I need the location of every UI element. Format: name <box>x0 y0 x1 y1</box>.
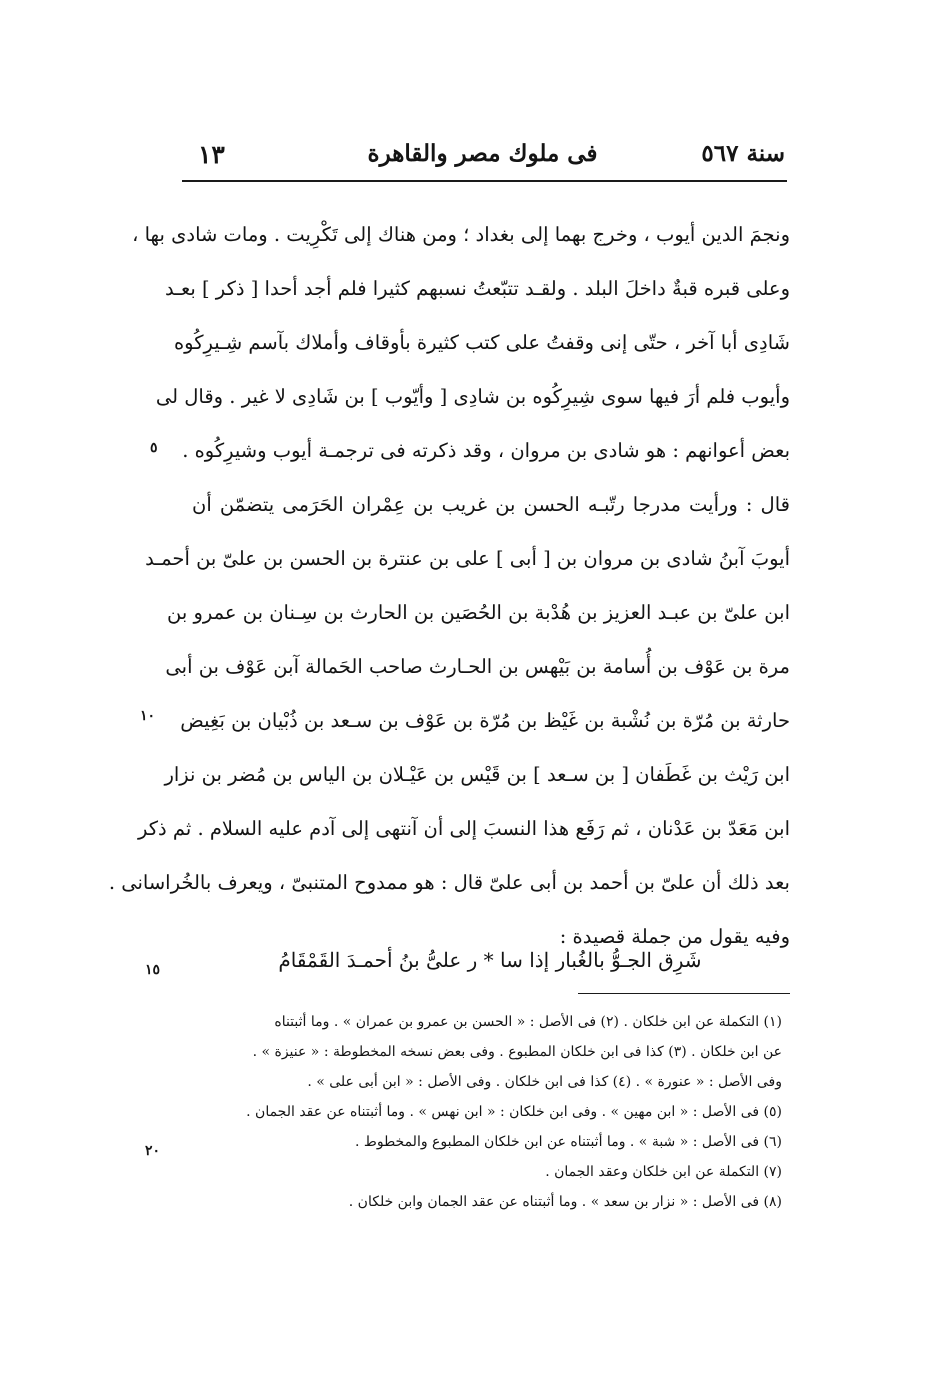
footnote-line: (٥) فى الأصل : « ابن مهين » . وفى ابن خلكان : « ابن نهس » . وما أثبتناه عن عقد الجمان . <box>246 1104 782 1120</box>
footnote-rule <box>578 993 790 994</box>
footnote-line: عن ابن خلكان . (٣) كذا فى ابن خلكان المطبوع . وفى بعض نسخه المخطوطة : « عنيزة » . <box>252 1044 782 1060</box>
text-line: بعض أعوانهم : هو شادى بن مروان ، وقد ذكرته فى ترجمـة أيوب وشيرِكُوه . <box>182 439 790 462</box>
text-line: ابن مَعَدّ بن عَدْنان ، ثم رَفَع هذا النسبَ إلى أن آنتهى إلى آدم عليه السلام . ثم ذكر <box>137 817 790 840</box>
header-rule <box>182 180 787 182</box>
text-line: وعلى قبره قبةٌ داخلَ البلد . ولقـد تتبّعتُ نسبهم كثيرا فلم أجد أحدا [ ذكر ] بعـد <box>165 277 790 300</box>
text-line: بعد ذلك أن علىّ بن أحمد بن أبى علىّ قال : هو ممدوح المتنبىّ ، ويعرف بالخُراسانى . <box>108 871 790 894</box>
page-header <box>180 140 785 176</box>
footnote-line: (٨) فى الأصل : « نزار بن سعد » . وما أثبتناه عن عقد الجمان وابن خلكان . <box>348 1194 782 1210</box>
line-marker-5: ٥ <box>150 440 158 456</box>
footnotes <box>200 1007 782 1217</box>
text-line: مرة بن عَوْف بن أُسامة بن بَيْهس بن الحـارث صاحب الحَمالة آبن عَوْف بن أبى <box>165 655 790 678</box>
header-year: سنة ٥٦٧ <box>701 140 785 167</box>
poem-verse: شَرِق الجـوُّ بالغُبار إذا سا * ر علىُّ بنُ أحمـدَ القَمْقَامُ <box>278 948 702 972</box>
text-line: وأيوب فلم أرَ فيها سوى شِيرِكُوه بن شادِى [ وأيّوب ] بن شَادِى لا غير . وقال لى <box>155 385 790 408</box>
line-marker-15: ١٥ <box>145 962 161 978</box>
text-line: شَادِى أبا آخر ، حتّى إنى وقفتُ على كتب كثيرة بأوقاف وأملاك بآسم شِـيرِكُوه <box>173 331 790 354</box>
text-line: ونجمَ الدين أيوب ، وخرج بهما إلى بغداد ؛ ومن هناك إلى تَكْرِيت . ومات شادى بها ، <box>132 223 790 246</box>
footnote-line: (١) التكملة عن ابن خلكان . (٢) فى الأصل : « الحسن بن عمرو بن عمران » . وما أثبتناه <box>274 1014 782 1030</box>
line-marker-20: ٢٠ <box>145 1143 161 1159</box>
footnote-line: (٦) فى الأصل : « شبة » . وما أثبتناه عن ابن خلكان المطبوع والمخطوط . <box>354 1134 782 1150</box>
text-line: حارثة بن مُرّة بن نُشْبة بن غَيْظ بن مُرّة بن عَوْف بن سـعد بن ذُبْيان بن بَغِيض <box>180 709 790 732</box>
text-line: وفيه يقول من جملة قصيدة : <box>559 925 790 948</box>
page-number: ١٣ <box>198 140 225 169</box>
footnote-line: (٧) التكملة عن ابن خلكان وعقد الجمان . <box>545 1164 782 1180</box>
text-line: قال : ورأيت مدرجا رتّبـه الحسن بن غريب بن عِمْران الحَرَمى يتضمّن أن <box>192 493 790 516</box>
line-marker-10: ١٠ <box>140 708 156 724</box>
footnote-line: وفى الأصل : « عنورة » . (٤) كذا فى ابن خلكان . وفى الأصل : « ابن أبى على » . <box>307 1074 782 1090</box>
text-line: ابن علىّ بن عبـد العزيز بن هُدْبة بن الحُصَين بن الحارث بن سِـنان بن عمرو بن <box>166 601 790 624</box>
text-line: ابن رَيْث بن غَطَفان [ بن سـعد ] بن قَيْس بن عَيْـلان بن الياس بن مُضر بن نزار <box>164 763 790 786</box>
running-title: فى ملوك مصر والقاهرة <box>367 140 598 167</box>
text-line: أيوبَ آبنُ شادى بن مروان بن [ أبى ] على بن عنترة بن الحسن بن علىّ بن أحمـد <box>145 547 790 570</box>
